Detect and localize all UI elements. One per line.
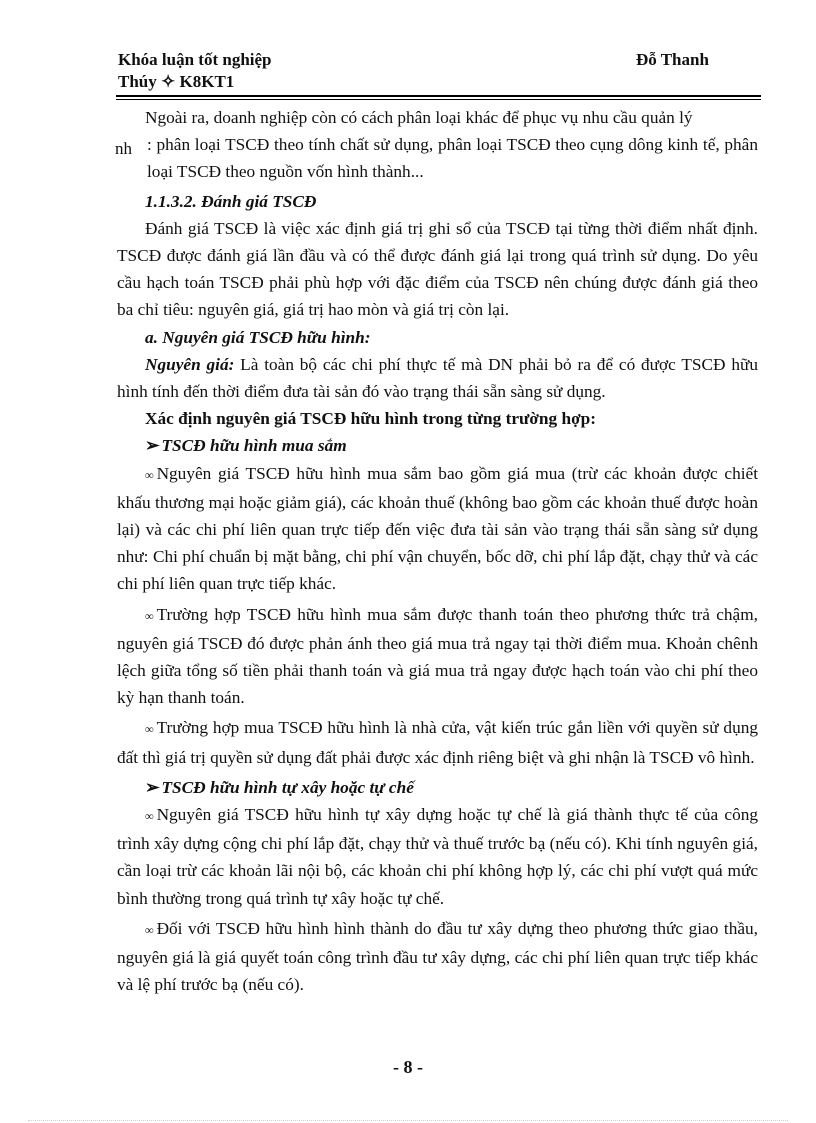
page-bottom-divider <box>28 1120 788 1122</box>
term-nguyen-gia: Nguyên giá: <box>145 354 235 374</box>
infinity-bullet-icon: ∞ <box>145 722 154 737</box>
subheading-tu-xay <box>117 774 758 801</box>
page-header <box>118 50 758 91</box>
bullet-paragraph-4-text: Nguyên giá TSCĐ hữu hình tự xây dựng hoặc tự chế là giá thành thực tế của công trình xây dựng cộng chi phí lắp đặt, chạy thử và thuế trước bạ (nếu có). Khi tính nguyên giá, cần loại trừ các khoản lãi nội bộ, các khoản chi phí không hợp lý, các chi phí vượt quá mức bình thường trong quá trình tự xây hoặc tự chế. <box>117 805 758 908</box>
header-rule-thick <box>116 95 761 97</box>
paragraph-1-text: : phân loại TSCĐ theo tính chất sử dụng, phân loại TSCĐ theo cụng dông kinh tế, phân loại TSCĐ theo nguồn vốn hình thành... <box>147 135 758 182</box>
infinity-bullet-icon: ∞ <box>145 922 154 937</box>
header-rule-thin <box>116 99 761 100</box>
infinity-bullet-icon: ∞ <box>145 809 154 824</box>
subheading-mua-sam <box>117 432 758 459</box>
paragraph-3-text: Là toàn bộ các chi phí thực tế mà DN phải bỏ ra để có được TSCĐ hữu hình tính đến thời điểm đưa tài sản đó vào trạng thái sẵn sàng sử dụng. <box>117 354 758 402</box>
page-body <box>117 104 758 999</box>
bullet-paragraph-2-text: Trường hợp TSCĐ hữu hình mua sắm được thanh toán theo phương thức trả chậm, nguyên giá TSCĐ đó được phản ánh theo giá mua trả ngay tại thời điểm mua. Khoản chênh lệch giữa tổng số tiền phải thanh toán và giá mua trả ngay được hạch toán vào chi phí theo kỳ hạn thanh toán. <box>117 604 758 708</box>
subheading-tu-xay-text: TSCĐ hữu hình tự xây hoặc tự chế <box>161 777 414 797</box>
header-subtitle: Thúy ✧ K8KT1 <box>118 72 235 91</box>
paragraph-2: Đánh giá TSCĐ là việc xác định giá trị ghi sổ của TSCĐ tại từng thời điểm nhất định. TSCĐ được đánh giá lần đầu và có thể được đánh giá lại trong quá trình sử dụng. Do yêu cầu hạch toán TSCĐ phải phù hợp với đặc điểm của TSCĐ nên chúng được đánh giá theo ba chỉ tiêu: nguyên giá, giá trị hao mòn và giá trị còn lại. <box>117 218 758 320</box>
bullet-paragraph-5-text: Đối với TSCĐ hữu hình hình thành do đầu tư xây dựng theo phương thức giao thầu, nguyên giá là giá quyết toán công trình đầu tư xây dựng, các chi phí liên quan trực tiếp khác và lệ phí trước bạ (nếu có). <box>117 918 758 995</box>
bullet-paragraph-3-text: Trường hợp mua TSCĐ hữu hình là nhà cửa, vật kiến trúc gắn liền với quyền sử dụng đất thì giá trị quyền sử dụng đất phải được xác định riêng biệt và ghi nhận là TSCĐ vô hình. <box>117 718 758 767</box>
bullet-paragraph-3 <box>117 714 758 770</box>
bullet-paragraph-1-text: Nguyên giá TSCĐ hữu hình mua sắm bao gồm giá mua (trừ các khoản được chiết khấu thương mại hoặc giảm giá), các khoản thuế (không bao gồm các khoản thuế được hoàn lại) và các chi phí liên quan trực tiếp đến việc đưa tài sản vào trạng thái sẵn sàng sử dụng như: Chi phí chuẩn bị mặt bằng, chi phí vận chuyển, bốc dỡ, chi phí lắp đặt, chạy thử và các chi phí liên quan trực tiếp khác. <box>117 463 758 594</box>
paragraph-1-line1: Ngoài ra, doanh nghiệp còn có cách phân loại khác để phục vụ nhu cầu quản lý <box>145 108 693 127</box>
header-title: Khóa luận tốt nghiệp <box>118 50 272 69</box>
subheading-mua-sam-text: TSCĐ hữu hình mua sắm <box>161 436 347 456</box>
section-heading-xac-dinh: Xác định nguyên giá TSCĐ hữu hình trong từng trường hợp: <box>145 409 597 429</box>
infinity-bullet-icon: ∞ <box>145 467 154 482</box>
bullet-paragraph-2 <box>117 601 758 712</box>
paragraph-1 <box>117 131 758 185</box>
arrow-bullet-icon: ➢ <box>145 777 160 797</box>
infinity-bullet-icon: ∞ <box>145 608 154 623</box>
bullet-paragraph-5 <box>117 915 758 999</box>
paragraph-1-fragment: nh <box>115 139 132 159</box>
bullet-paragraph-1 <box>117 460 758 598</box>
section-heading-a: a. Nguyên giá TSCĐ hữu hình: <box>145 327 371 347</box>
bullet-paragraph-4 <box>117 801 758 912</box>
section-heading-1132: 1.1.3.2. Đánh giá TSCĐ <box>145 191 317 211</box>
header-author: Đỗ Thanh <box>636 50 709 69</box>
paragraph-3 <box>117 351 758 405</box>
page-number: - 8 - <box>393 1057 423 1077</box>
arrow-bullet-icon: ➢ <box>145 436 160 456</box>
